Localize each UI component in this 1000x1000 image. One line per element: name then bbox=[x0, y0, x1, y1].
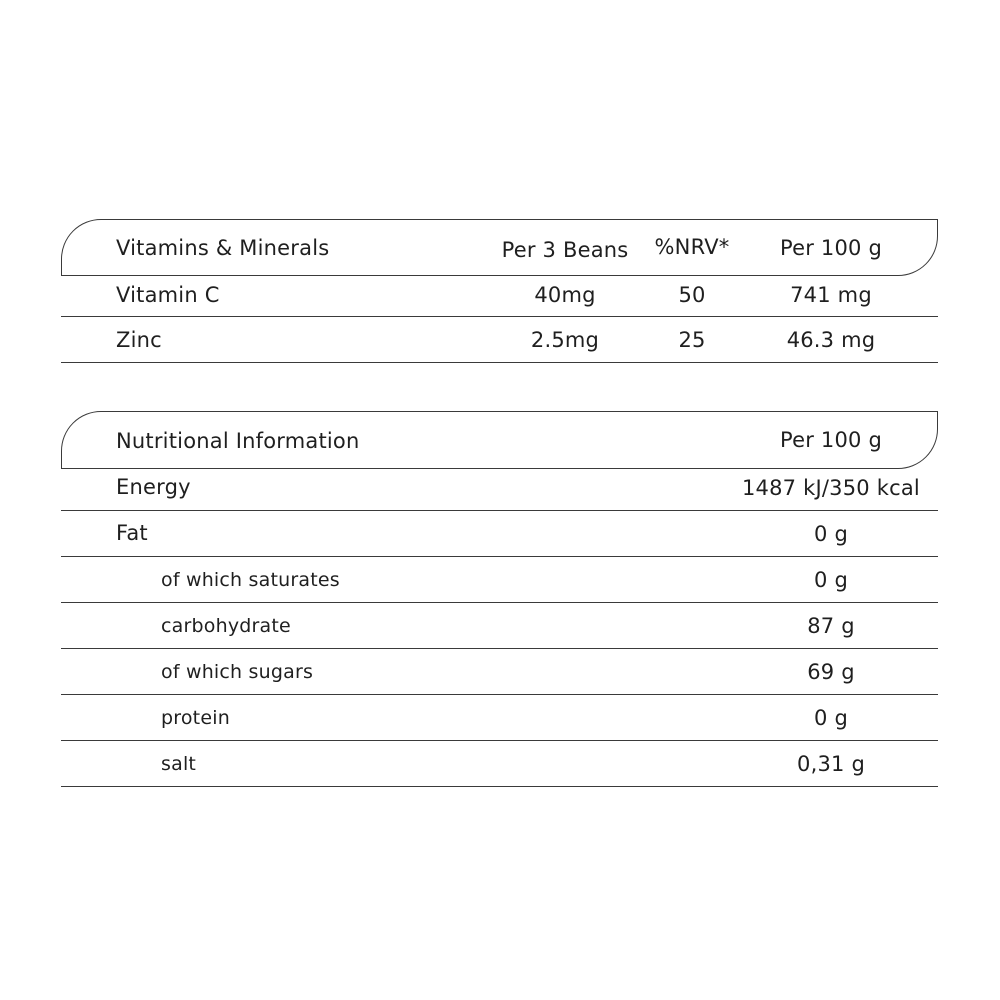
row-divider bbox=[61, 786, 938, 787]
row-divider bbox=[61, 556, 938, 557]
vitamins-row-per-serving: 2.5mg bbox=[530, 328, 600, 352]
nutrition-row-name: of which sugars bbox=[161, 661, 314, 683]
nutrition-row-value: 1487 kJ/350 kcal bbox=[742, 476, 920, 500]
row-divider bbox=[61, 694, 938, 695]
nutrition-row-value: 87 g bbox=[807, 614, 855, 638]
vitamins-header-per-serving: Per 3 Beans bbox=[501, 238, 629, 262]
nutrition-row-name: Energy bbox=[116, 475, 191, 499]
vitamins-row-per-100g: 46.3 mg bbox=[786, 328, 876, 352]
vitamins-header-per-100g: Per 100 g bbox=[779, 236, 883, 260]
row-divider bbox=[61, 362, 938, 363]
nutrition-header-per-100g: Per 100 g bbox=[779, 428, 883, 452]
nutrition-row-value: 0,31 g bbox=[797, 752, 865, 776]
vitamins-header-nrv: %NRV* bbox=[654, 235, 730, 259]
row-divider bbox=[61, 510, 938, 511]
nutrition-row-value: 0 g bbox=[814, 706, 848, 730]
vitamins-row-per-serving: 40mg bbox=[534, 283, 596, 307]
vitamins-row-nrv: 25 bbox=[678, 328, 706, 352]
vitamins-row-nrv: 50 bbox=[678, 283, 706, 307]
row-divider bbox=[61, 316, 938, 317]
row-divider bbox=[61, 602, 938, 603]
row-divider bbox=[61, 740, 938, 741]
nutrition-row-name: carbohydrate bbox=[161, 615, 291, 637]
nutrition-row-name: Fat bbox=[116, 521, 148, 545]
nutrition-header-label: Nutritional Information bbox=[116, 429, 360, 453]
vitamins-row-name: Zinc bbox=[116, 328, 162, 352]
nutrition-row-value: 0 g bbox=[814, 522, 848, 546]
nutrition-row-name: of which saturates bbox=[161, 569, 340, 591]
vitamins-row-name: Vitamin C bbox=[116, 283, 220, 307]
vitamins-header-label: Vitamins & Minerals bbox=[116, 236, 330, 260]
row-divider bbox=[61, 648, 938, 649]
nutrition-row-value: 69 g bbox=[807, 660, 855, 684]
vitamins-row-per-100g: 741 mg bbox=[790, 283, 872, 307]
nutrition-row-name: salt bbox=[161, 753, 197, 775]
nutrition-row-name: protein bbox=[161, 707, 230, 729]
nutrition-row-value: 0 g bbox=[814, 568, 848, 592]
